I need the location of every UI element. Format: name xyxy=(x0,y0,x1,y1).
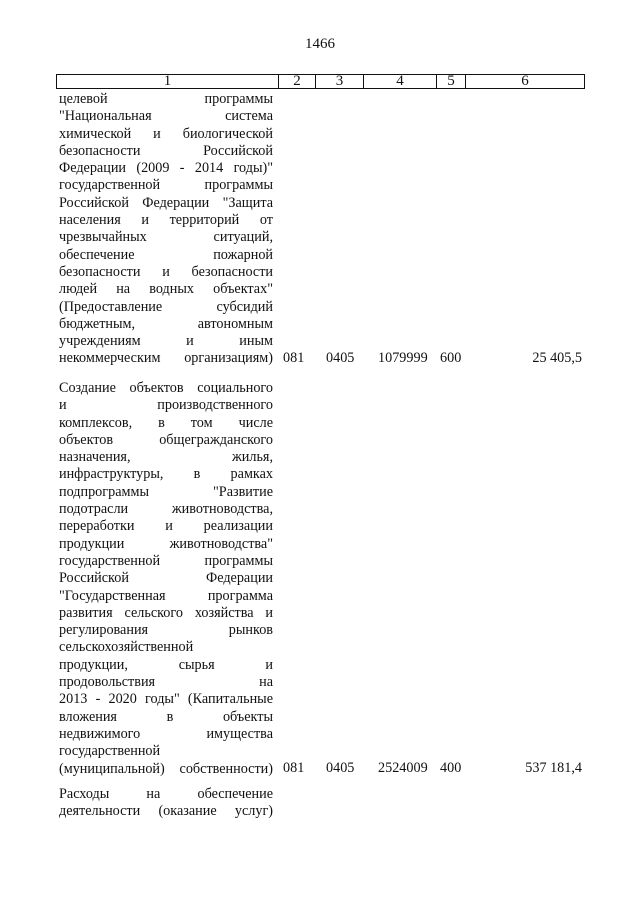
table-header xyxy=(56,74,585,89)
description-line: комплексов, в том числе xyxy=(59,414,273,431)
description-line: химической и биологической xyxy=(59,125,273,142)
description-line: назначения, жилья, xyxy=(59,449,273,466)
row-col-2: 081 xyxy=(283,350,305,366)
description-line: государственной xyxy=(59,743,161,760)
description-line: людей на водных объектах" xyxy=(59,281,273,298)
header-col-4: 4 xyxy=(364,75,437,88)
description-line: некоммерческим организациям) xyxy=(59,350,273,367)
description-line: Расходы на обеспечение xyxy=(59,786,273,802)
description-line: населения и территорий от xyxy=(59,212,273,229)
description-line: продукции животноводства" xyxy=(59,535,273,552)
description-line: подотрасли животноводства, xyxy=(59,501,273,518)
description-line: инфраструктуры, в рамках xyxy=(59,466,273,483)
row-description xyxy=(59,91,273,368)
description-line: подпрограммы "Развитие xyxy=(59,483,273,500)
row-col-3: 0405 xyxy=(326,350,355,366)
description-line: "Национальная система xyxy=(59,108,273,125)
header-col-2: 2 xyxy=(279,75,316,88)
description-line: развития сельского хозяйства и xyxy=(59,604,273,621)
description-line: вложения в объекты xyxy=(59,708,273,725)
description-line: деятельности (оказание услуг) xyxy=(59,803,273,820)
header-col-1: 1 xyxy=(57,75,279,88)
description-line: регулирования рынков xyxy=(59,622,273,639)
row-col-5: 600 xyxy=(440,350,462,366)
row-col-6: 537 181,4 xyxy=(525,760,582,776)
description-line: "Государственная программа xyxy=(59,587,273,604)
description-line: чрезвычайных ситуаций, xyxy=(59,229,273,246)
description-line: безопасности и безопасности xyxy=(59,263,273,280)
row-col-6: 25 405,5 xyxy=(532,350,582,366)
description-line: объектов общегражданского xyxy=(59,431,273,448)
row-col-4: 2524009 xyxy=(378,760,428,776)
description-line: государственной программы xyxy=(59,177,273,194)
header-col-6: 6 xyxy=(521,73,529,89)
header-col-3: 3 xyxy=(316,75,364,88)
row-col-5: 400 xyxy=(440,760,462,776)
row-col-3: 0405 xyxy=(326,760,355,776)
description-line: государственной программы xyxy=(59,552,273,569)
description-line: бюджетным, автономным xyxy=(59,315,273,332)
description-line: недвижимого имущества xyxy=(59,725,273,742)
description-line: Создание объектов социального xyxy=(59,380,273,396)
description-line: 2013 - 2020 годы" (Капитальные xyxy=(59,691,273,708)
description-line: сельскохозяйственной xyxy=(59,639,194,656)
row-description xyxy=(59,380,273,778)
description-line: (муниципальной) собственности) xyxy=(59,760,273,777)
description-line: Федерации (2009 - 2014 годы)" xyxy=(59,160,273,177)
description-line: целевой программы xyxy=(59,91,273,107)
description-line: переработки и реализации xyxy=(59,518,273,535)
description-line: учреждениям и иным xyxy=(59,333,273,350)
description-line: и производственного xyxy=(59,397,273,414)
description-line: безопасности Российской xyxy=(59,142,273,159)
description-line: (Предоставление субсидий xyxy=(59,298,273,315)
header-col-5: 5 xyxy=(437,75,466,88)
row-col-4: 1079999 xyxy=(378,350,428,366)
row-description xyxy=(59,786,273,821)
page-number: 1466 xyxy=(305,36,335,52)
description-line: Российской Федерации "Защита xyxy=(59,194,273,211)
description-line: обеспечение пожарной xyxy=(59,246,273,263)
row-col-2: 081 xyxy=(283,760,305,776)
description-line: продукции, сырья и xyxy=(59,656,273,673)
description-line: Российской Федерации xyxy=(59,570,273,587)
description-line: продовольствия на xyxy=(59,674,273,691)
